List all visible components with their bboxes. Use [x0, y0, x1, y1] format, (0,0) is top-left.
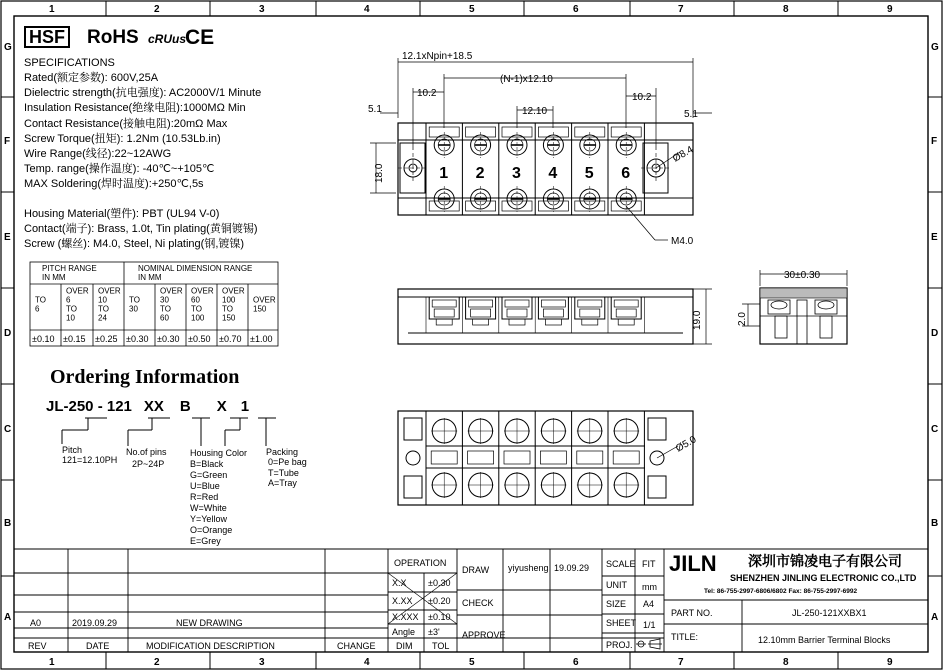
nominal-header-1: NOMINAL DIMENSION RANGE	[138, 264, 253, 273]
zone-row-label: B	[4, 518, 12, 529]
zone-col-label: 9	[887, 4, 893, 15]
zone-col-label: 6	[573, 657, 579, 668]
tol-col-header: 6	[66, 295, 71, 305]
code-pitch: 121	[106, 398, 132, 415]
list-line: Y=Yellow	[190, 514, 227, 524]
dim-hole: Ø8.4	[671, 144, 696, 165]
tol-value: ±0.30	[157, 334, 180, 344]
tol-row-dim: X.XX	[392, 596, 413, 606]
tol-col-header: TO	[222, 304, 233, 314]
tol-col-header: 60	[191, 295, 200, 305]
zone-row-label: A	[931, 612, 939, 623]
hsf-logo: HSF	[24, 26, 70, 48]
date-header: DATE	[86, 641, 110, 651]
size-value: A4	[643, 599, 655, 609]
zone-row-label: C	[931, 424, 939, 435]
zone-col-label: 2	[154, 4, 160, 15]
tol-value: ±0.25	[95, 334, 118, 344]
pins-label: No.of pins	[126, 447, 167, 457]
code-series: JL-250 -	[46, 398, 107, 415]
tol-value: ±0.70	[219, 334, 242, 344]
pin-number: 5	[584, 165, 594, 182]
zone-col-label: 8	[783, 4, 789, 15]
tol-col-header: OVER	[160, 286, 183, 296]
ul-icon: cRUus	[148, 32, 187, 46]
list-line: Wire Range(线径):22~12AWG	[24, 148, 172, 160]
title-label: TITLE:	[671, 632, 699, 642]
list-line: U=Blue	[190, 481, 220, 491]
zone-row-label: F	[931, 136, 938, 147]
scale-value: FIT	[642, 559, 656, 569]
tol-col-header: 10	[66, 313, 75, 323]
ordering-code	[46, 399, 249, 414]
pitch-label: Pitch	[62, 445, 83, 455]
tol-col-header: 10	[98, 295, 107, 305]
ordering-title: Ordering Information	[50, 366, 240, 388]
tol-value: ±0.15	[63, 334, 86, 344]
dim-overall: 12.1xNpin+18.5	[402, 51, 473, 62]
modification-header: MODIFICATION DESCRIPTION	[146, 641, 275, 651]
dim-pitch-total: (N-1)x12.10	[500, 74, 553, 85]
size-label: SIZE	[606, 599, 627, 609]
dim-width-30: 30±0.30	[784, 270, 821, 281]
zone-row-label: G	[4, 42, 12, 53]
tol-col-header: 100	[191, 313, 205, 323]
zone-col-label: 8	[783, 657, 789, 668]
check-label: CHECK	[462, 598, 494, 608]
approve-label: APPROVE	[462, 630, 506, 640]
dim-screw: M4.0	[671, 236, 694, 247]
zone-col-label: 5	[469, 657, 475, 668]
drawer-name: yiyusheng	[508, 563, 549, 573]
zone-row-label: B	[931, 518, 939, 529]
list-line: T=Tube	[268, 467, 299, 478]
zone-col-label: 3	[259, 4, 265, 15]
dim-height-18: 18.0	[374, 163, 385, 183]
rev-desc: NEW DRAWING	[176, 618, 243, 628]
list-line: W=White	[190, 503, 227, 513]
zone-col-label: 7	[678, 657, 684, 668]
projection-icon	[636, 639, 662, 649]
nominal-header-2: IN MM	[138, 273, 162, 282]
list-line: Insulation Resistance(绝缘电阻):1000MΩ Min	[24, 102, 246, 115]
tol-col-header: 150	[253, 304, 267, 314]
rohs-logo: RoHS	[87, 27, 139, 48]
tol-value: ±0.50	[188, 334, 211, 344]
tol-col-header: 30	[129, 304, 138, 314]
tol-row-value: ±0.10	[428, 612, 451, 622]
drawing-title: 12.10mm Barrier Terminal Blocks	[758, 635, 891, 645]
tol-col-header: 6	[35, 304, 40, 314]
rev-value: A0	[30, 618, 42, 628]
pitch-value: 121=12.10PH	[62, 455, 118, 465]
pin-number: 4	[548, 165, 558, 182]
dim-left-51: 5.1	[368, 104, 382, 115]
tol-value: ±1.00	[250, 334, 273, 344]
code-x: X	[216, 398, 227, 415]
zone-row-label: A	[4, 612, 12, 623]
rev-header: REV	[28, 641, 47, 651]
spec-heading: SPECIFICATIONS	[24, 57, 115, 69]
tol-row-value: ±3'	[428, 627, 440, 637]
unit-label: UNIT	[606, 580, 627, 590]
scale-label: SCALE	[606, 559, 636, 569]
dim-mount-hole: Ø5.0	[674, 434, 699, 455]
tol-col-header: TO	[35, 295, 46, 305]
dim-label: DIM	[396, 641, 413, 651]
list-line: MAX Soldering(焊时温度):+250℃,5s	[24, 178, 204, 191]
unit-value: mm	[642, 582, 657, 592]
tol-row-value: ±0.20	[428, 596, 451, 606]
list-line: Screw (螺丝): M4.0, Steel, Ni plating(钢,镀镍)	[24, 238, 245, 250]
ce-icon: CE	[185, 26, 215, 49]
list-line: Dielectric strength(抗电强度): AC2000V/1 Minute	[24, 87, 262, 100]
rev-date: 2019.09.29	[72, 618, 118, 628]
pin-number: 1	[439, 165, 449, 182]
change-header: CHANGE	[337, 641, 376, 651]
list-line: Rated(额定参数): 600V,25A	[24, 72, 159, 84]
tol-col-header: OVER	[98, 286, 121, 296]
tol-col-header: TO	[66, 304, 77, 314]
part-no: JL-250-121XXBX1	[792, 608, 867, 618]
front-view	[398, 289, 712, 344]
zone-col-label: 7	[678, 4, 684, 15]
code-packing: 1	[240, 398, 250, 415]
dim-side-height: 19.0	[692, 310, 703, 330]
zone-col-label: 1	[49, 4, 55, 15]
zone-row-label: E	[4, 232, 11, 243]
zone-col-label: 5	[469, 4, 475, 15]
code-pins: XX	[143, 398, 164, 415]
zone-row-label: F	[4, 136, 11, 147]
list-line: Temp. range(操作温度): -40℃~+105℃	[24, 163, 215, 176]
dim-right-51: 5.1	[684, 109, 698, 120]
tol-col-header: TO	[191, 304, 202, 314]
sheet-label: SHEET	[606, 618, 637, 628]
tol-col-header: OVER	[222, 286, 245, 296]
dim-side-2: 2.0	[737, 312, 748, 326]
pin-number: 2	[475, 165, 485, 182]
pitch-header-1: PITCH RANGE	[42, 264, 97, 273]
ordering-leaders	[62, 418, 276, 446]
zone-col-label: 4	[364, 657, 370, 668]
tol-col-header: 150	[222, 313, 236, 323]
part-no-label: PART NO.	[671, 608, 713, 618]
zone-row-label: E	[931, 232, 938, 243]
list-line: B=Black	[190, 459, 224, 469]
list-line: Contact Resistance(接触电阻):20mΩ Max	[24, 117, 228, 130]
company-en: SHENZHEN JINLING ELECTRONIC CO.,LTD	[730, 573, 917, 583]
dim-right-10: 10.2	[632, 92, 652, 103]
company-logo: JILN	[669, 551, 717, 576]
zone-col-label: 1	[49, 657, 55, 668]
tol-col-header: TO	[129, 295, 140, 305]
packing-label: Packing	[266, 447, 299, 457]
list-line: R=Red	[190, 492, 219, 502]
zone-row-label: D	[4, 328, 12, 339]
list-line: Housing Material(塑件): PBT (UL94 V-0)	[24, 208, 220, 220]
zone-row-label: C	[4, 424, 12, 435]
dim-pitch: 12.10	[522, 106, 548, 117]
tol-row-value: ±0.30	[428, 578, 451, 588]
zone-col-label: 9	[887, 657, 893, 668]
tol-row-dim: X.X	[392, 578, 407, 588]
tol-label: TOL	[432, 641, 450, 651]
draw-date: 19.09.29	[554, 563, 590, 573]
list-line: 0=Pe bag	[268, 457, 307, 467]
list-line: E=Grey	[190, 536, 221, 546]
zone-col-label: 6	[573, 4, 579, 15]
list-line: A=Tray	[268, 478, 297, 488]
tol-row-dim: Angle	[392, 627, 416, 637]
operation-label: OPERATION	[394, 558, 447, 568]
tol-value: ±0.30	[126, 334, 149, 344]
draw-label: DRAW	[462, 565, 490, 575]
pins-value: 2P~24P	[132, 459, 165, 469]
bottom-view	[398, 411, 693, 505]
list-line: Screw Torque(扭矩): 1.2Nm (10.53Lb.in)	[24, 132, 221, 145]
tol-row-dim: X.XXX	[392, 612, 419, 622]
color-label: Housing Color	[190, 448, 248, 458]
tol-col-header: OVER	[253, 295, 276, 305]
proj-label: PROJ.	[606, 640, 633, 650]
company-tel: Tel: 86-755-2997-6806/6802 Fax: 86-755-2997-6992	[704, 588, 858, 595]
list-line: Contact(端子): Brass, 1.0t, Tin plating(黄铜镀锡)	[24, 223, 258, 235]
dim-left-10: 10.2	[417, 88, 437, 99]
tol-value: ±0.10	[32, 334, 55, 344]
tol-col-header: TO	[160, 304, 171, 314]
zone-col-label: 4	[364, 4, 370, 15]
tol-col-header: OVER	[66, 286, 89, 296]
zone-col-label: 2	[154, 657, 160, 668]
company-cn: 深圳市锦凌电子有限公司	[748, 553, 902, 569]
zone-row-label: G	[931, 42, 939, 53]
tol-col-header: 24	[98, 313, 107, 323]
tol-col-header: TO	[98, 304, 109, 314]
pitch-header-2: IN MM	[42, 273, 66, 282]
zone-col-label: 3	[259, 657, 265, 668]
tol-col-header: OVER	[191, 286, 214, 296]
list-line: G=Green	[190, 470, 228, 480]
sheet-value: 1/1	[643, 620, 656, 630]
pin-number: 6	[621, 165, 631, 182]
code-color: B	[179, 398, 191, 415]
tol-col-header: 60	[160, 313, 169, 323]
side-view	[742, 270, 847, 344]
zone-row-label: D	[931, 328, 939, 339]
top-dimensions	[370, 58, 712, 240]
tol-col-header: 30	[160, 295, 169, 305]
list-line: O=Orange	[190, 525, 233, 535]
pin-number: 3	[512, 165, 521, 182]
tol-col-header: 100	[222, 295, 236, 305]
